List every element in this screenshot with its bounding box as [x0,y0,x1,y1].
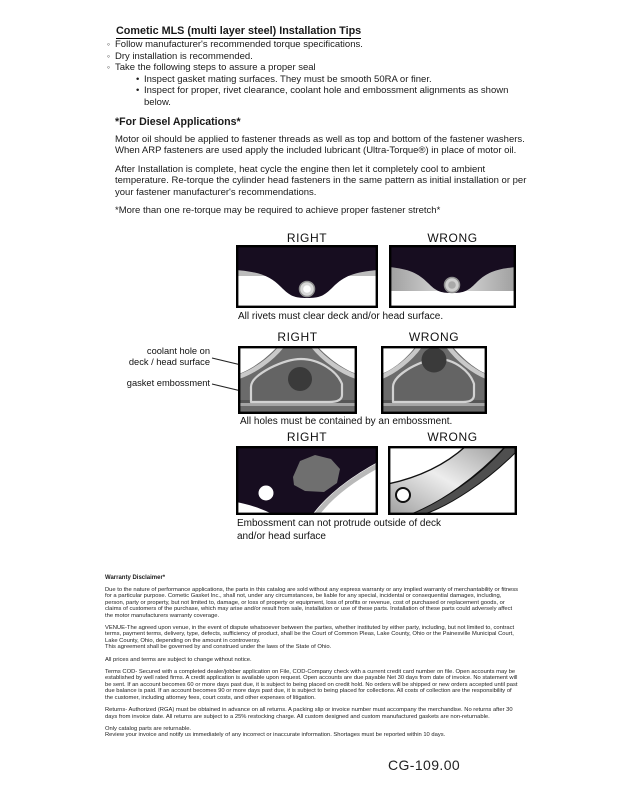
diesel-paragraph: Motor oil should be applied to fastener threads as well as top and bottom of the fastener washers. When ARP fasteners are used apply the included lubricant (Ultra-Torque®) in place of motor oil. [115,134,525,157]
gasket-embossment-label: gasket embossment [126,378,210,388]
tip-text: Dry installation is recommended. [115,50,253,62]
disclaimer-paragraph: Due to the nature of performance applications, the parts in this catalog are sold without any express warranty or any implied warranty of merchantability or fitness for a particular purpose. Cometic Gasket Inc., shall not, under any circumstances, be liable for any special, incidental or consequential damages, including, person, party or property, but not limited to, damage, or loss of property or equipment, loss of profits or revenue, cost of purchased or replacement goods, or claims of customers of the purchase, which may arise and/or result from sale, installation or use of these parts. Installation of these parts could adversely affect the motor manufacturers warranty coverage. [105,587,519,619]
diesel-heading: *For Diesel Applications* [115,116,241,128]
rivet-wrong-diagram [389,245,516,308]
embossment-wrong-diagram [381,346,487,414]
tip-text: Follow manufacturer's recommended torque specifications. [115,39,363,50]
tip-text: Inspect for proper, rivet clearance, coolant hole and embossment alignments as shown below. [144,85,509,108]
rivet-right-diagram [236,245,378,308]
disclaimer-paragraph: Only catalog parts are returnable. [105,725,192,732]
page-title-text: Cometic MLS (multi layer steel) Installation Tips [116,25,362,37]
set3-wrong-label: WRONG [427,430,478,444]
bolt-hole-icon [396,488,410,502]
coolant-hole-label: coolant hole on deck / head surface [128,346,210,367]
set1-caption: All rivets must clear deck and/or head surface. [238,311,444,322]
set1-wrong-label: WRONG [427,231,478,245]
diesel-paragraph: After Installation is complete, heat cycle the engine then let it completely cool to ambient temperature. Re-torque the cylinder head fasteners in the same pattern as initial installation or per your fastener manufacturer's recommendations. [115,163,527,198]
disclaimer-paragraph: VENUE-The agreed upon venue, in the event of dispute whatsoever between the parties, whether instituted by either party, including, but not limited to, contract terms, payment terms, delivery, type, defects, sufficiency of product, shall be the Court of Common Pleas, Lake County, Ohio or the Painesville Municipal Court, Lake County, Ohio, depending on the amount in controversy. [105,625,515,644]
bullet-dot-icon: • [136,73,140,85]
disclaimer-paragraph: Returns- Authorized (RGA) must be obtained in advance on all returns. A packing slip or invoice number must accompany the merchandise. No returns after 30 days from invoice date. All returns are subject to a 25% restocking charge. All custom designed and custom manufactured gaskets are non-returnable. [105,707,513,720]
list-item [136,74,537,86]
bullet-circle-icon: ◦ [107,39,111,49]
tip-text: Take the following steps to assure a proper seal [115,62,316,74]
bullet-circle-icon: ◦ [107,62,111,73]
warranty-disclaimer [105,575,519,739]
diesel-paragraph: *More than one re-torque may be required to achieve proper fastener stretch* [115,205,441,217]
bullet-dot-icon: • [136,85,140,97]
deck-edge-right-diagram [236,446,378,515]
disclaimer-paragraph: Review your invoice and notify us immediately of any incorrect or inaccurate information. Shortages must be reported within 10 days. [105,732,446,739]
page-code: CG-109.00 [388,757,461,773]
disclaimer-heading: Warranty Disclaimer* [105,575,166,581]
deck-edge-wrong-diagram [388,446,517,515]
coolant-hole-icon [288,367,312,391]
disclaimer-paragraph: All prices and terms are subject to change without notice. [105,656,252,663]
set2-right-label: RIGHT [277,330,318,344]
bullet-circle-icon: ◦ [107,50,111,61]
list-item [107,62,537,74]
coolant-hole-icon [422,348,447,373]
set1-right-label: RIGHT [286,231,328,245]
bolt-hole-icon [259,486,274,501]
list-item [107,39,537,51]
list-item [136,85,537,108]
page-title [116,25,361,37]
set3-caption: Embossment can not protrude outside of deck and/or head surface [237,518,442,542]
set2-wrong-label: WRONG [408,330,460,344]
set3-right-label: RIGHT [286,430,328,444]
set2-caption: All holes must be contained by an embossment. [240,416,453,427]
installation-tips-list [107,39,537,109]
diesel-applications-section [115,116,527,223]
disclaimer-paragraph: This agreement shall be governed by and construed under the laws of the State of Ohio. [105,644,332,651]
list-item [107,51,537,63]
embossment-right-diagram [238,346,357,414]
tip-text: Inspect gasket mating surfaces. They must be smooth 50RA or finer. [144,73,432,85]
disclaimer-paragraph: Terms COD- Secured with a completed dealer/jobber application on File, COD-Company check with a current credit card number on file. Open accounts may be established by well rated firms. A credit application is available upon request. Open accounts are due payable Net 30 days from date of invoice. No statement will be sent. If an account becomes 60 or more days past due, it is subject to being placed on credit hold. No orders will be shipped or new orders accepted until past due balance is paid. If an account becomes 90 or more days past due, it is subject to being placed for collections. All costs of collection are the responsibility of the customer, including attorney fees, court costs, and other expenses of litigation. [105,669,518,701]
